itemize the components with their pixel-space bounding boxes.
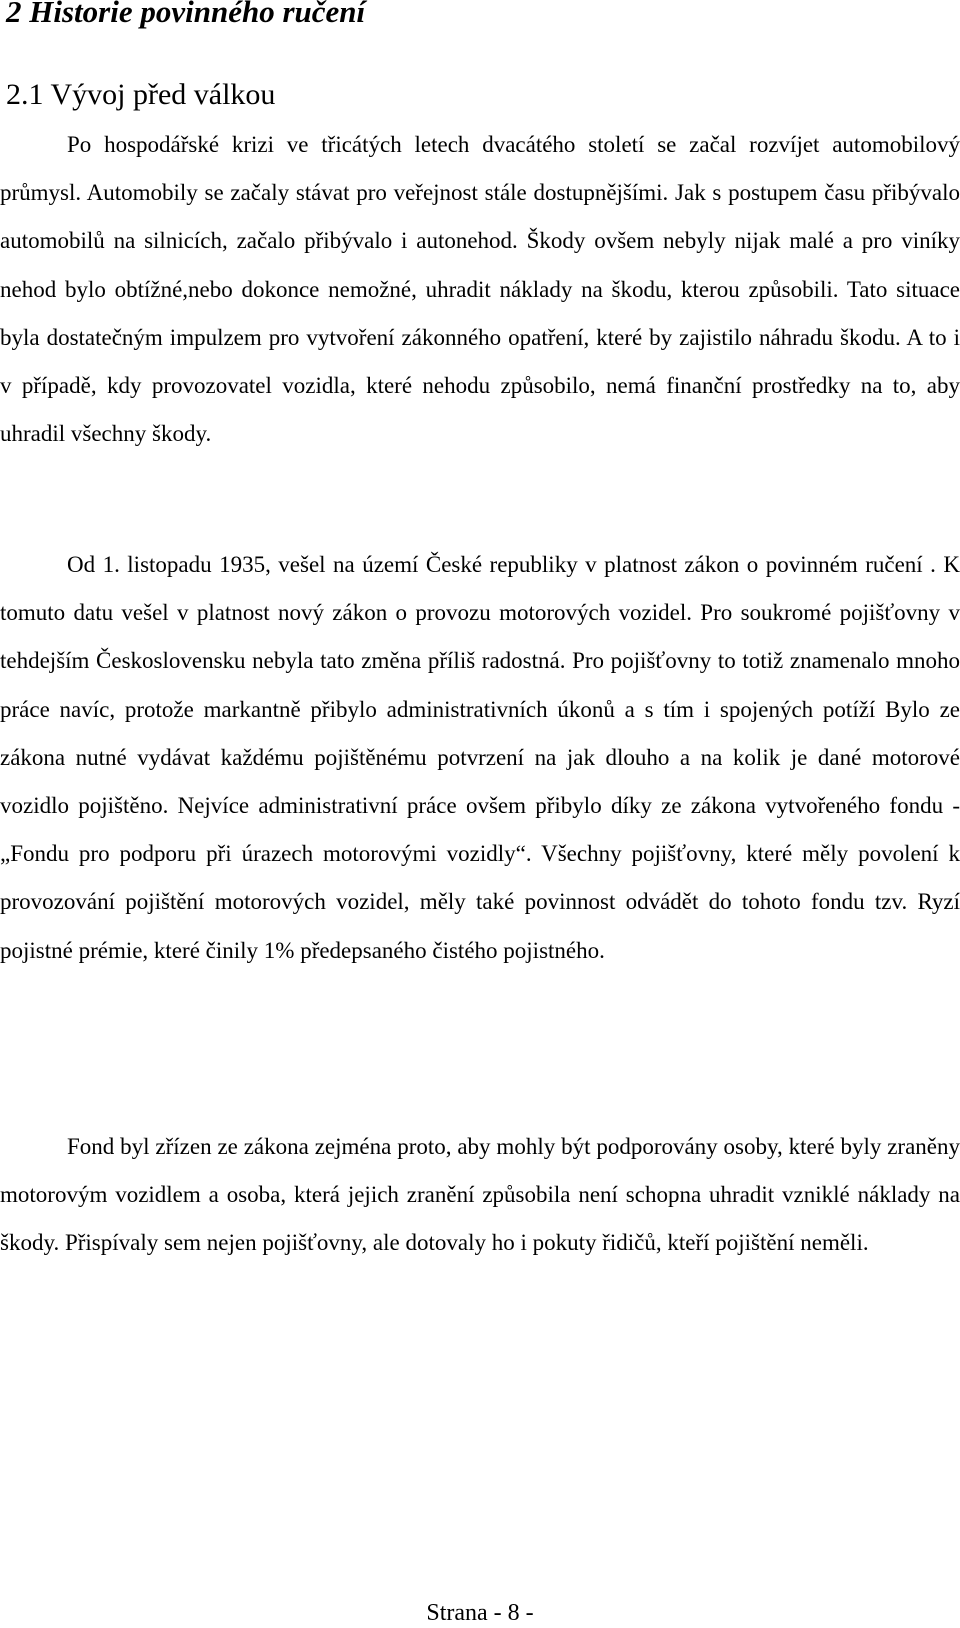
paragraph-2: Od 1. listopadu 1935, vešel na území České republiky v platnost zákon o povinném ručení . K tomuto datu vešel v platnost nový zákon o provozu motorových vozidel. Pro soukromé pojišťovny v tehdejším Československu nebyla tato změna příliš radostná. Pro pojišťovny to totiž znamenalo mnoho práce navíc, protože markantně přibylo administrativních úkonů a s tím i spojených potíží Bylo ze zákona nutné vydávat každému pojištěnému potvrzení na jak dlouho a na kolik je dané motorové vozidlo pojištěno. Nejvíce administrativní práce ovšem přibylo díky ze zákona vytvořeného fondu - „Fondu pro podporu při úrazech motorovými vozidly“. Všechny pojišťovny, které měly povolení k provozování pojištění motorových vozidel, měly také povinnost odvádět do tohoto fondu tzv. Ryzí pojistné prémie, které činily 1% předepsaného čistého pojistného.	[0, 552, 960, 963]
chapter-heading: 2 Historie povinného ručení	[6, 0, 366, 29]
section-heading: 2.1 Vývoj před válkou	[6, 78, 276, 111]
paragraph-3: Fond byl zřízen ze zákona zejména proto, aby mohly být podporovány osoby, které byly zraněny motorovým vozidlem a osoba, která jejich zranění způsobila není schopna uhradit vzniklé náklady na škody. Přispívaly sem nejen pojišťovny, ale dotovaly ho i pokuty řidičů, kteří pojištění neměli.	[0, 1134, 960, 1256]
page-number-footer: Strana - 8 -	[426, 1600, 534, 1626]
paragraph-1: Po hospodářské krizi ve třicátých letech dvacátého století se začal rozvíjet automobilový průmysl. Automobily se začaly stávat pro veřejnost stále dostupnějšími. Jak s postupem času přibývalo automobilů na silnicích, začalo přibývalo i autonehod. Škody ovšem nebyly nijak malé a pro viníky nehod bylo obtížné,nebo dokonce nemožné, uhradit náklady na škodu, kterou způsobili. Tato situace byla dostatečným impulzem pro vytvoření zákonného opatření, které by zajistilo náhradu škodu. A to i v případě, kdy provozovatel vozidla, které nehodu způsobilo, nemá finanční prostředky na to, aby uhradil všechny škody.	[0, 132, 960, 447]
